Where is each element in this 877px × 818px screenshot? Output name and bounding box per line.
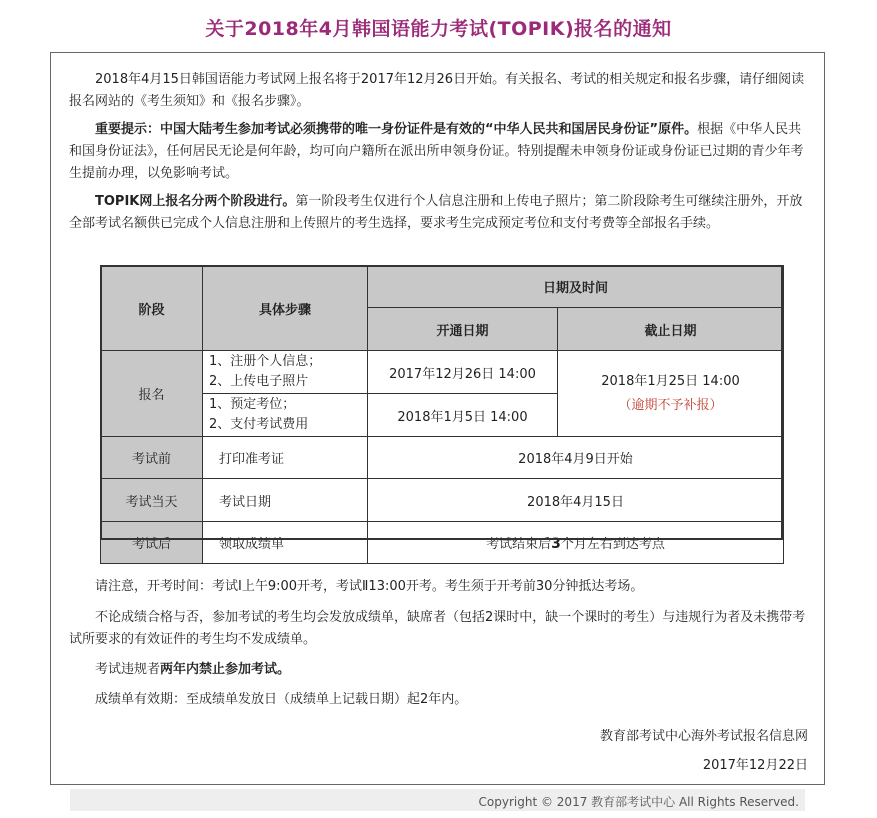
after-exam-date <box>368 522 784 564</box>
violation-note-a: 考试违规者 <box>95 662 161 677</box>
violation-note <box>69 659 811 681</box>
step-pay-fee: 2、支付考试费用 <box>209 417 309 432</box>
footer-copyright: Copyright © 2017 教育部考试中心 All Rights Reserved. <box>70 789 805 811</box>
page-title: 关于2018年4月韩国语能力考试(TOPIK)报名的通知 <box>205 18 672 40</box>
important-bold: 重要提示：中国大陆考生参加考试必须携带的唯一身份证件是有效的“中华人民共和国居民身份证”原件。 <box>95 122 698 137</box>
signature-org: 教育部考试中心海外考试报名信息网 <box>599 729 808 744</box>
step-reserve-seat: 1、预定考位； <box>209 397 296 412</box>
schedule-table <box>100 265 784 564</box>
register-close-date <box>558 351 784 437</box>
important-rest: 根据《中华人民共和国身份证法》，任何居民无论是何年龄，均可向户籍所在派出所申领身份证。特别提醒未申领身份证或身份证已过期的青少年考生提前办理，以免影响考试。 <box>69 122 804 181</box>
stage-before-exam: 考试前 <box>101 437 203 479</box>
after-exam-date-c: 个月左右到达考点 <box>560 537 665 552</box>
header-stage: 阶段 <box>101 266 203 351</box>
exam-time-note: 请注意，开考时间：考试Ⅰ上午9:00开考，考试Ⅱ13:00开考。考生须于开考前30分钟抵达考场。 <box>95 579 644 594</box>
step-upload-photo: 2、上传电子照片 <box>209 374 309 389</box>
register-step-b <box>203 394 368 437</box>
score-report-note: 不论成绩合格与否，参加考试的考生均会发放成绩单，缺席者（包括2课时中，缺一个课时的考生）与违规行为者及未携带考试所要求的有效证件的考生均不发成绩单。 <box>69 610 806 647</box>
stage-register: 报名 <box>101 351 203 437</box>
header-open-date: 开通日期 <box>368 308 558 351</box>
exam-day-date: 2018年4月15日 <box>368 479 784 522</box>
after-exam-date-b: 3 <box>551 536 561 552</box>
header-steps: 具体步骤 <box>203 266 368 351</box>
signature-date: 2017年12月22日 <box>702 758 808 773</box>
stages-bold: TOPIK网上报名分两个阶段进行。 <box>95 194 296 209</box>
close-date-note: （逾期不予补报） <box>618 397 723 413</box>
register-a-open-date: 2017年12月26日 14:00 <box>368 351 558 394</box>
register-step-a <box>203 351 368 394</box>
register-b-open-date: 2018年1月5日 14:00 <box>368 394 558 437</box>
after-exam-date-a: 考试结束后 <box>486 537 552 552</box>
step-register-info: 1、注册个人信息； <box>209 354 322 369</box>
validity-note: 成绩单有效期：至成绩单发放日（成绩单上记载日期）起2年内。 <box>95 692 468 707</box>
close-date-value: 2018年1月25日 14:00 <box>601 373 740 389</box>
stage-exam-day: 考试当天 <box>101 479 203 522</box>
header-dates: 日期及时间 <box>368 266 784 308</box>
exam-day-step: 考试日期 <box>203 479 368 522</box>
stages-paragraph <box>69 191 811 235</box>
before-exam-step: 打印准考证 <box>203 437 368 479</box>
stage-after-exam: 考试后 <box>101 522 203 564</box>
header-close-date: 截止日期 <box>558 308 784 351</box>
intro-paragraph: 2018年4月15日韩国语能力考试网上报名将于2017年12月26日开始。有关报名、考试的相关规定和报名步骤，请仔细阅读报名网站的《考生须知》和《报名步骤》。 <box>69 72 805 109</box>
important-paragraph <box>69 119 811 185</box>
stages-rest: 第一阶段考生仅进行个人信息注册和上传电子照片；第二阶段除考生可继续注册外，开放全部考试名额供已完成个人信息注册和上传照片的考生选择，要求考生完成预定考位和支付考费等全部报名手续。 <box>69 194 803 231</box>
notice-box <box>50 52 825 785</box>
violation-note-b: 两年内禁止参加考试。 <box>160 662 291 677</box>
after-exam-step: 领取成绩单 <box>203 522 368 564</box>
before-exam-date: 2018年4月9日开始 <box>368 437 784 479</box>
